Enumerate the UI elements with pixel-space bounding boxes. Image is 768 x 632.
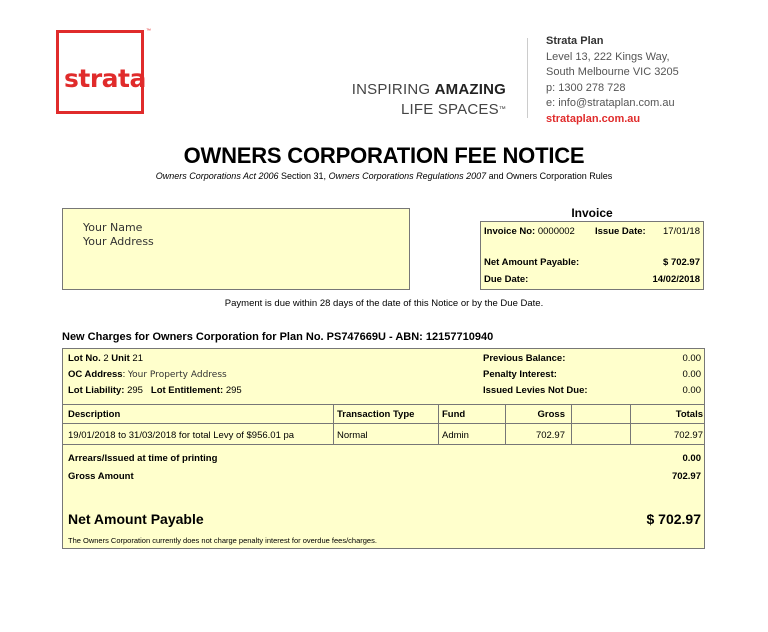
issue-date-label: Issue Date: [595,226,646,237]
charges-title: New Charges for Owners Corporation for Plan No. PS747669U - ABN: 12157710940 [62,331,494,343]
section-reference: Section 31, [278,171,329,181]
invoice-no-label: Invoice No: [484,226,536,237]
tagline-bold: AMAZING [434,81,506,98]
recipient-address-box [62,208,410,290]
net-amount-row [484,257,700,271]
arrears-value: 0.00 [682,453,701,464]
column-header-fund: Fund [442,409,466,420]
logo-text: strata [64,64,146,93]
website-link[interactable]: strataplan.com.au [546,112,641,125]
lot-liability-entitlement [68,385,242,396]
previous-balance-value: 0.00 [682,353,701,364]
row-transaction-type: Normal [337,430,368,441]
unit-label: Unit [111,353,130,364]
row-description: 19/01/2018 to 31/03/2018 for total Levy of $956.01 pa [68,430,295,441]
oc-address: OC Address: Your Property Address [68,369,227,380]
penalty-footnote: The Owners Corporation currently does not charge penalty interest for overdue fees/charges. [68,536,377,545]
invoice-no-value: 0000002 [537,226,575,237]
email-link[interactable]: e: info@strataplan.com.au [546,97,675,109]
header-divider [527,38,528,118]
logo-trademark: ™ [146,28,151,34]
rules-reference: and Owners Corporation Rules [486,171,613,181]
strata-logo [56,30,150,120]
lot-no-label: Lot No. [68,353,101,364]
due-date-label: Due Date: [484,274,529,285]
contact-block [546,34,679,127]
oc-address-label: OC Address [68,369,123,380]
penalty-interest-label: Penalty Interest: [483,369,557,380]
company-name: Strata Plan [546,35,604,47]
net-amount-label: Net Amount Payable: [484,257,580,268]
address-line-2: South Melbourne VIC 3205 [546,66,679,78]
act-reference: Owners Corporations Act 2006 [155,171,279,181]
row-gross: 702.97 [535,430,565,441]
column-header-gross: Gross [537,409,565,420]
phone: p: 1300 278 728 [546,81,626,94]
tagline-line2: LIFE SPACES [401,101,499,118]
column-header-description: Description [68,409,121,420]
net-amount-value: $ 702.97 [663,257,700,268]
column-header-totals: Totals [675,409,703,420]
issue-date-value: 17/01/18 [663,226,700,237]
lot-unit [68,353,143,364]
penalty-interest-value: 0.00 [682,369,701,380]
regulations-reference: Owners Corporations Regulations 2007 [328,171,487,181]
tagline-trademark: ™ [498,106,506,113]
gross-amount-label: Gross Amount [68,471,134,482]
address-line-1: Level 13, 222 Kings Way, [546,50,670,63]
oc-address-value: Your Property Address [127,370,227,380]
divider [63,423,704,424]
charges-table [62,348,705,549]
column-divider [333,404,334,444]
recipient-name: Your Name [83,221,143,234]
column-divider [571,404,572,444]
payment-note: Payment is due within 28 days of the date of this Notice or by the Due Date. [224,298,544,309]
divider [63,444,704,445]
tagline-light: INSPIRING [351,81,435,98]
lot-liability-label: Lot Liability: [68,385,125,396]
lot-entitlement-value: 295 [225,385,242,396]
invoice-heading: Invoice [571,206,613,220]
page-title: OWNERS CORPORATION FEE NOTICE [183,143,585,168]
row-totals: 702.97 [673,430,703,441]
lot-no-value: 2 [103,353,109,364]
unit-value: 21 [132,353,143,364]
lot-entitlement-label: Lot Entitlement: [150,385,224,396]
issued-levies-label: Issued Levies Not Due: [483,385,588,396]
due-date-value: 14/02/2018 [652,274,700,285]
divider [63,404,704,405]
gross-amount-value: 702.97 [671,471,701,482]
net-amount-payable-label: Net Amount Payable [68,511,204,527]
column-divider [438,404,439,444]
due-date-row [484,274,700,288]
column-header-transaction-type: Transaction Type [337,409,415,420]
lot-liability-value: 295 [127,385,143,396]
tagline [338,80,506,120]
net-amount-payable-value: $ 702.97 [646,511,701,527]
previous-balance-label: Previous Balance: [483,353,566,364]
invoice-summary-box [480,221,704,290]
recipient-address: Your Address [83,235,154,248]
legislation-subtitle [0,171,768,181]
issued-levies-value: 0.00 [682,385,701,396]
arrears-label: Arrears/Issued at time of printing [68,453,218,464]
row-fund: Admin [442,430,469,441]
invoice-number-row [484,226,700,240]
